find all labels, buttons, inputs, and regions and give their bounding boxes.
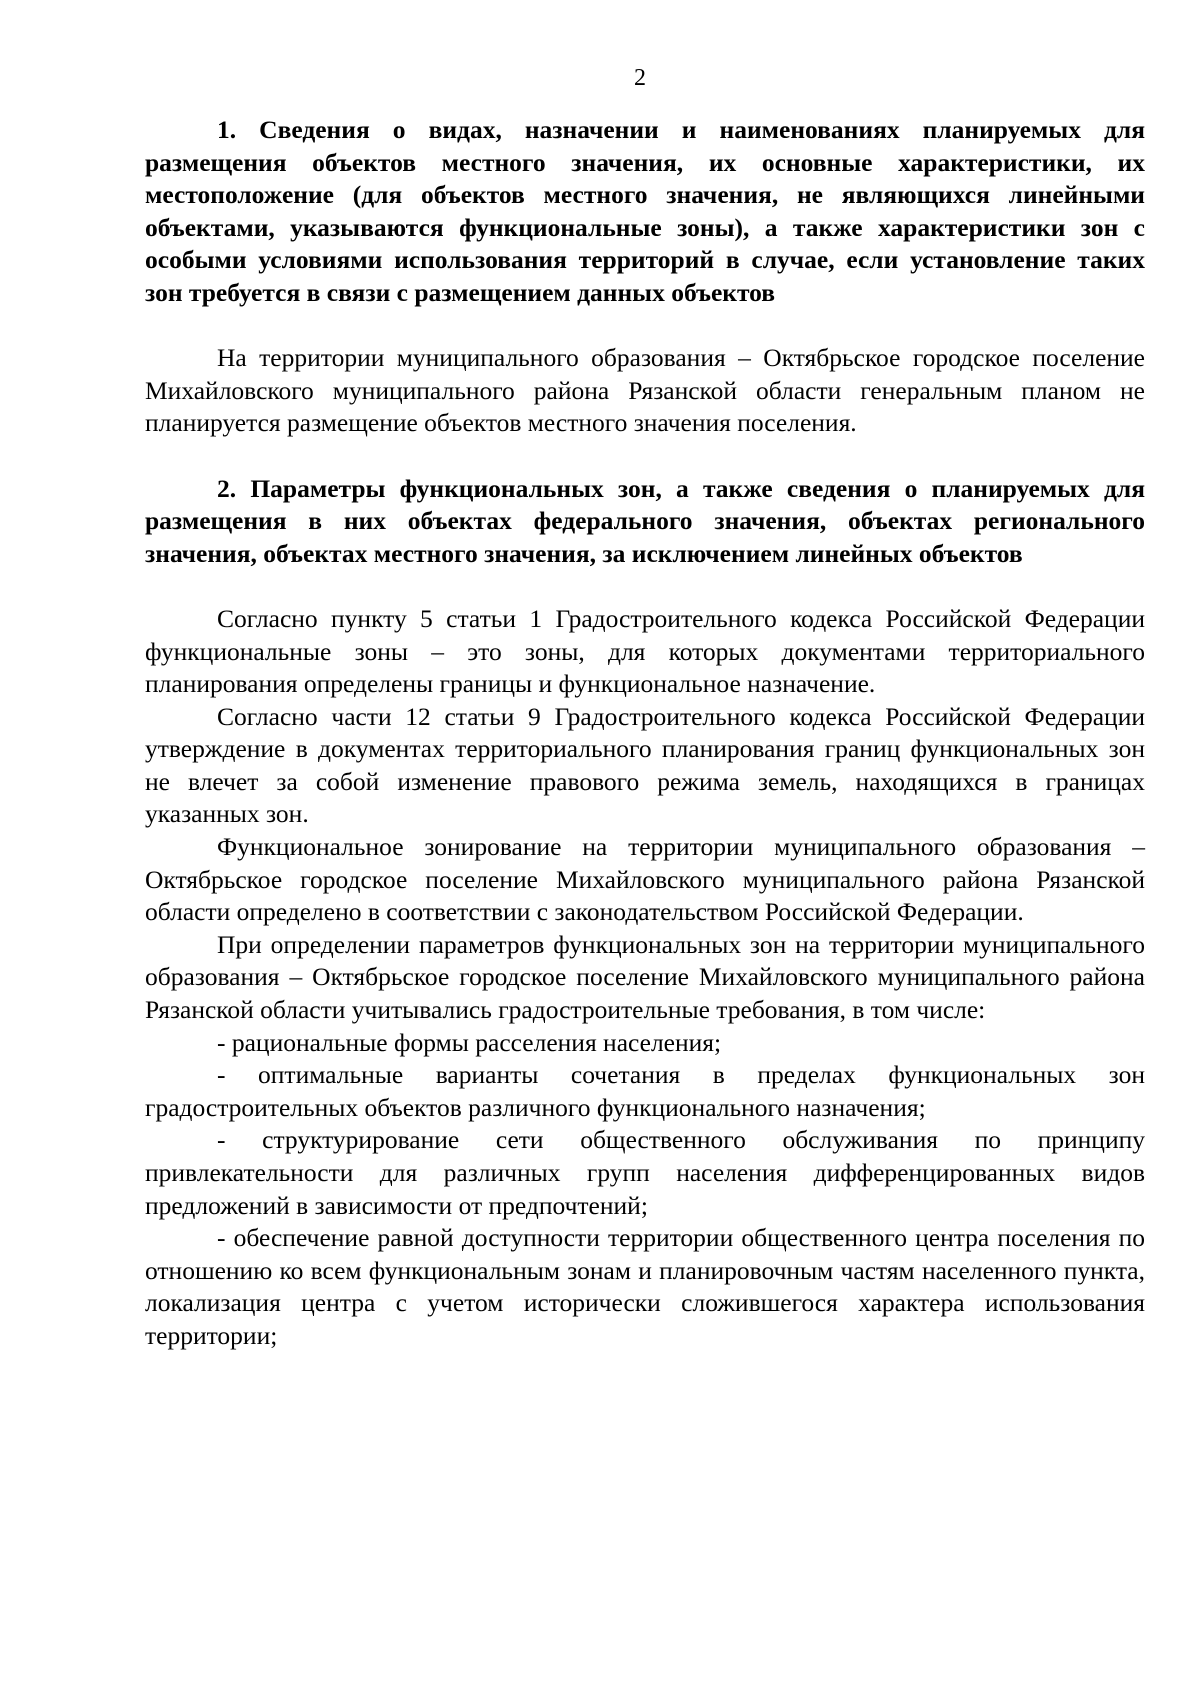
- document-body: [145, 114, 1145, 1353]
- section-2-heading: 2. Параметры функциональных зон, а также сведения о планируемых для размещения в них объектах федерального значения, объектах регионального значения, объектах местного значения, за исключением линейных объектов: [145, 473, 1145, 568]
- section-2-paragraph: При определении параметров функциональных зон на территории муниципального образования – Октябрьское городское поселение Михайловского муниципального района Рязанской области учитывались градостроительные требования, в том числе:: [145, 929, 1145, 1025]
- section-1-heading: 1. Сведения о видах, назначении и наименованиях планируемых для размещения объектов местного значения, их основные характеристики, их местоположение (для объектов местного значения, не являющихся линейными объектами, указываются функциональные зоны), а также характеристики зон с особыми условиями использования территорий в случае, если установление таких зон требуется в связи с размещением данных объектов: [145, 115, 1145, 307]
- spacer: [145, 570, 1145, 603]
- list-item: - обеспечение равной доступности территории общественного центра поселения по отношению ко всем функциональным зонам и планировочным частям населенного пункта, локализация центра с учетом исторически сложившегося характера использования территории;: [145, 1223, 1145, 1350]
- spacer: [145, 440, 1145, 473]
- list-item: - рациональные формы расселения населения;: [217, 1027, 722, 1057]
- spacer: [145, 310, 1145, 343]
- section-2-paragraph: Согласно части 12 статьи 9 Градостроительного кодекса Российской Федерации утверждение в документах территориального планирования границ функциональных зон не влечет за собой изменение правового режима земель, находящихся в границах указанных зон.: [145, 701, 1145, 829]
- section-1-paragraph: На территории муниципального образования – Октябрьское городское поселение Михайловского муниципального района Рязанской области генеральным планом не планируется размещение объектов местного значения поселения.: [145, 343, 1145, 438]
- section-2-paragraph: Функциональное зонирование на территории муниципального образования – Октябрьское городское поселение Михайловского муниципального района Рязанской области определено в соответствии с законодательством Российской Федерации.: [145, 832, 1145, 927]
- list-item: - оптимальные варианты сочетания в пределах функциональных зон градостроительных объектов различного функционального назначения;: [145, 1060, 1145, 1122]
- page-number: 2: [634, 65, 646, 91]
- list-item: - структурирование сети общественного обслуживания по принципу привлекательности для различных групп населения дифференцированных видов предложений в зависимости от предпочтений;: [145, 1125, 1145, 1220]
- section-2-paragraph: Согласно пункту 5 статьи 1 Градостроительного кодекса Российской Федерации функциональные зоны – это зоны, для которых документами территориального планирования определены границы и функциональное назначение.: [145, 603, 1145, 699]
